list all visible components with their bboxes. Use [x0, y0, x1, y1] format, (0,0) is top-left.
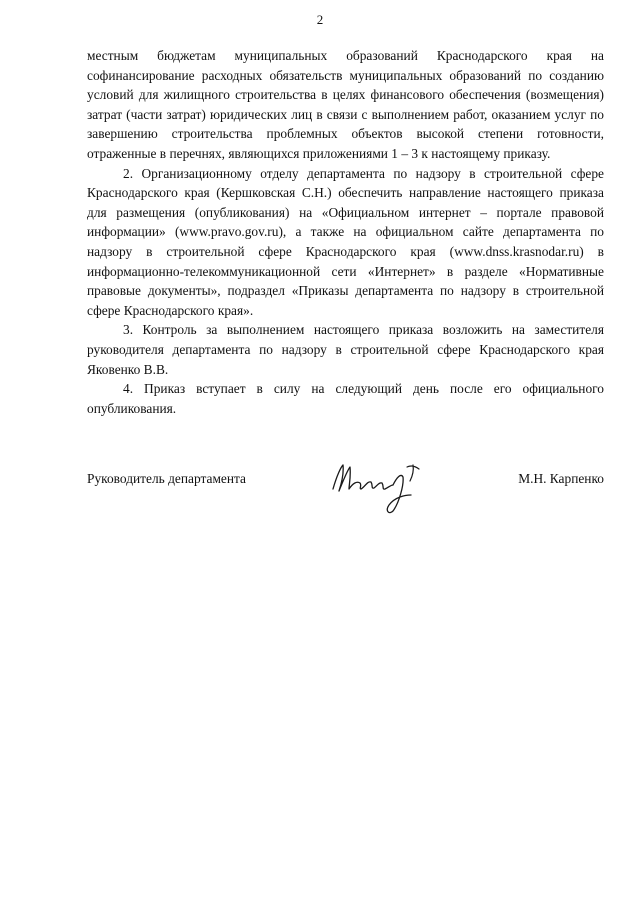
signature-block	[87, 471, 604, 531]
paragraph-continuation: местным бюджетам муниципальных образований Краснодарского края на софинансирование расходных обязательств муниципальных образований по созданию условий для жилищного строительства в целях финансового обеспечения (возмещения) затрат (части затрат) юридических лиц в связи с выполнением работ, оказанием услуг по завершению строительства проблемных объектов высокой степени готовности, отраженные в перечнях, являющихся приложениями 1 – 3 к настоящему приказу.	[87, 48, 604, 161]
paragraph-item-2: 2. Организационному отделу департамента по надзору в строительной сфере Краснодарского края (Кершковская С.Н.) обеспечить направление настоящего приказа для размещения (опубликования) на «Официальном интернет – портале правовой информации» (www.pravo.gov.ru), а также на официальном сайте департамента по надзору в строительной сфере Краснодарского края (www.dnss.krasnodar.ru) в информационно-телекоммуникационной сети «Интернет» в разделе «Нормативные правовые документы», подраздел «Приказы департамента по надзору в строительной сфере Краснодарского края».	[87, 165, 604, 318]
page-number: 2	[316, 12, 324, 27]
paragraph-item-3: 3. Контроль за выполнением настоящего приказа возложить на заместителя руководителя департамента по надзору в строительной сфере Краснодарского края Яковенко В.В.	[87, 322, 604, 377]
document-body	[87, 46, 604, 418]
signatory-name: М.Н. Карпенко	[518, 471, 604, 486]
signatory-position: Руководитель департамента	[87, 471, 246, 486]
handwritten-signature	[327, 455, 447, 519]
paragraph-item-4: 4. Приказ вступает в силу на следующий день после его официального опубликования.	[87, 381, 604, 416]
